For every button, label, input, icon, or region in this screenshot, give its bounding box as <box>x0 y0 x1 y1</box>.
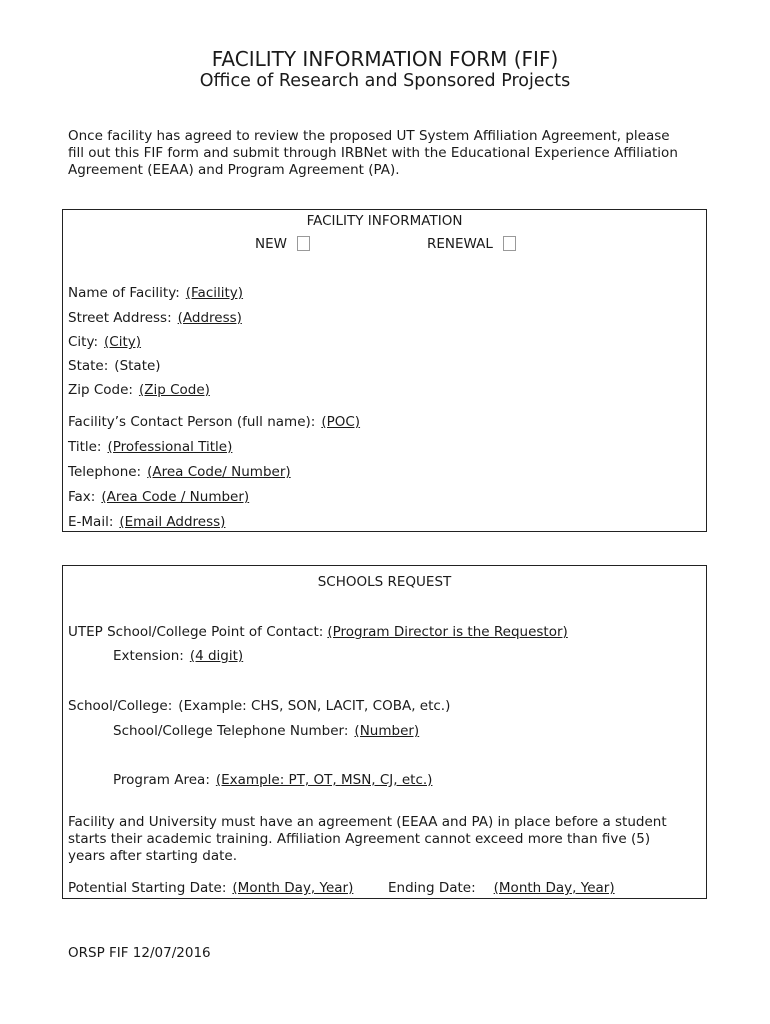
state-label: State: <box>68 358 109 374</box>
end-date-row <box>388 880 615 896</box>
extension-field[interactable]: (4 digit) <box>189 648 244 664</box>
zip-code-row <box>68 382 210 398</box>
street-address-row <box>68 310 242 326</box>
utep-contact-row <box>68 624 568 640</box>
program-area-field[interactable]: (Example: PT, OT, MSN, CJ, etc.) <box>215 772 433 788</box>
title-field[interactable]: (Professional Title) <box>107 439 233 455</box>
program-area-row <box>113 772 432 788</box>
college-phone-row <box>113 723 419 739</box>
extension-label: Extension: <box>113 648 184 664</box>
end-date-label: Ending Date: <box>388 880 476 896</box>
form-title: FACILITY INFORMATION FORM (FIF) <box>211 47 559 71</box>
street-address-field[interactable]: (Address) <box>177 310 242 326</box>
intro-line: fill out this FIF form and submit through IRBNet with the Educational Experience Affiliation <box>68 145 678 161</box>
facility-section-heading: FACILITY INFORMATION <box>306 213 463 229</box>
new-checkbox[interactable] <box>297 236 310 251</box>
contact-person-row <box>68 414 360 430</box>
renewal-checkbox[interactable] <box>503 236 516 251</box>
telephone-label: Telephone: <box>68 464 142 480</box>
school-college-field[interactable]: (Example: CHS, SON, LACIT, COBA, etc.) <box>178 698 451 714</box>
schools-section-heading: SCHOOLS REQUEST <box>317 574 452 590</box>
fax-label: Fax: <box>68 489 96 505</box>
city-row <box>68 334 141 350</box>
contact-person-field[interactable]: (POC) <box>321 414 361 430</box>
utep-contact-label: UTEP School/College Point of Contact: <box>68 624 324 640</box>
fax-row <box>68 489 249 505</box>
end-date-field[interactable]: (Month Day, Year) <box>493 880 615 896</box>
facility-name-label: Name of Facility: <box>68 285 180 301</box>
state-field[interactable]: (State) <box>114 358 161 374</box>
new-label: NEW <box>255 236 287 252</box>
city-field[interactable]: (City) <box>104 334 142 350</box>
fax-field[interactable]: (Area Code / Number) <box>101 489 250 505</box>
facility-name-field[interactable]: (Facility) <box>185 285 244 301</box>
note-line: Facility and University must have an agreement (EEAA and PA) in place before a student <box>68 814 667 830</box>
street-address-label: Street Address: <box>68 310 172 326</box>
program-area-label: Program Area: <box>113 772 210 788</box>
form-subtitle: Office of Research and Sponsored Projects <box>199 71 571 91</box>
school-college-label: School/College: <box>68 698 173 714</box>
email-field[interactable]: (Email Address) <box>119 514 226 530</box>
college-phone-label: School/College Telephone Number: <box>113 723 349 739</box>
college-phone-field[interactable]: (Number) <box>354 723 420 739</box>
intro-line: Agreement (EEAA) and Program Agreement (PA). <box>68 162 400 178</box>
telephone-field[interactable]: (Area Code/ Number) <box>147 464 291 480</box>
state-row <box>68 358 161 374</box>
new-option <box>255 236 310 252</box>
title-row <box>68 439 232 455</box>
note-line: starts their academic training. Affiliation Agreement cannot exceed more than five (5) <box>68 831 651 847</box>
start-date-label: Potential Starting Date: <box>68 880 227 896</box>
contact-person-label: Facility’s Contact Person (full name): <box>68 414 316 430</box>
title-label: Title: <box>68 439 102 455</box>
telephone-row <box>68 464 291 480</box>
intro-paragraph <box>68 128 718 179</box>
intro-line: Once facility has agreed to review the proposed UT System Affiliation Agreement, please <box>68 128 670 144</box>
extension-row <box>113 648 243 664</box>
agreement-note <box>68 814 667 865</box>
note-line: years after starting date. <box>68 848 238 864</box>
school-college-row <box>68 698 450 714</box>
facility-information-section <box>62 209 707 532</box>
facility-name-row <box>68 285 243 301</box>
email-label: E-Mail: <box>68 514 114 530</box>
renewal-option <box>427 236 516 252</box>
form-version-footer: ORSP FIF 12/07/2016 <box>68 945 211 961</box>
email-row <box>68 514 225 530</box>
renewal-label: RENEWAL <box>427 236 493 252</box>
start-date-row <box>68 880 353 896</box>
utep-contact-field[interactable]: (Program Director is the Requestor) <box>327 624 568 640</box>
start-date-field[interactable]: (Month Day, Year) <box>232 880 354 896</box>
zip-code-label: Zip Code: <box>68 382 133 398</box>
zip-code-field[interactable]: (Zip Code) <box>138 382 210 398</box>
city-label: City: <box>68 334 99 350</box>
schools-request-section <box>62 565 707 899</box>
